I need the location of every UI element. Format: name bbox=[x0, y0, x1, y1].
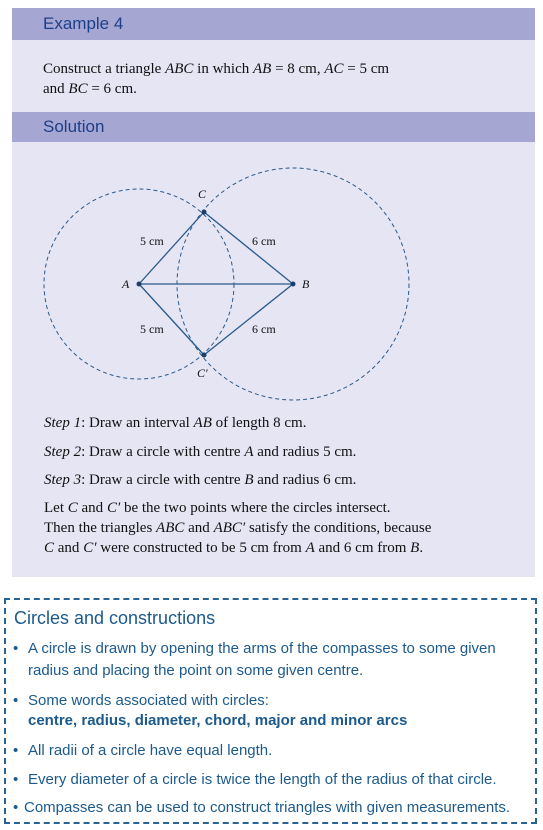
text: : Draw an interval bbox=[81, 415, 194, 431]
bullet-2-keywords: centre, radius, diameter, chord, major and minor arcs bbox=[28, 712, 408, 729]
text: and bbox=[43, 81, 69, 97]
text: = 5 cm bbox=[343, 61, 390, 77]
math: A bbox=[244, 444, 254, 460]
text: and 6 cm from bbox=[314, 540, 411, 556]
point-c-prime bbox=[202, 353, 207, 358]
text: of length 8 cm. bbox=[211, 415, 307, 431]
math: B bbox=[244, 472, 254, 488]
text: and bbox=[54, 540, 84, 556]
label-length-ac-prime: 5 cm bbox=[140, 322, 164, 336]
bullet: • bbox=[13, 640, 19, 657]
step-label: Step 3 bbox=[44, 472, 82, 488]
problem-line-1 bbox=[43, 61, 389, 78]
conclusion-line-1 bbox=[44, 500, 391, 517]
triangle-name: ABC bbox=[165, 61, 194, 77]
math: A bbox=[305, 540, 315, 556]
label-a: A bbox=[122, 277, 130, 291]
text: Then the triangles bbox=[44, 520, 157, 536]
text: Construct a triangle bbox=[43, 61, 166, 77]
step-label: Step 1 bbox=[44, 415, 82, 431]
text: = 6 cm. bbox=[87, 81, 137, 97]
bullet: • bbox=[13, 799, 19, 816]
circles-constructions-box bbox=[4, 598, 537, 824]
math: C bbox=[44, 540, 55, 556]
text: and radius 5 cm. bbox=[253, 444, 357, 460]
bullet: • bbox=[13, 692, 19, 709]
math: ABC bbox=[156, 520, 185, 536]
text: and bbox=[77, 500, 107, 516]
example-header bbox=[12, 8, 535, 40]
point-c bbox=[202, 210, 207, 215]
text: and bbox=[184, 520, 214, 536]
bullet-2-line-1: Some words associated with circles: bbox=[28, 692, 269, 709]
text: satisfy the conditions, because bbox=[245, 520, 432, 536]
construction-diagram bbox=[12, 142, 535, 402]
bullet-1-line-2: radius and placing the point on some given centre. bbox=[28, 662, 364, 679]
math: B bbox=[410, 540, 420, 556]
text: were constructed to be 5 cm from bbox=[96, 540, 306, 556]
bullet-1-line-1: A circle is drawn by opening the arms of the compasses to some given bbox=[28, 640, 496, 657]
text: = 8 cm, bbox=[271, 61, 325, 77]
bullet-3: All radii of a circle have equal length. bbox=[28, 742, 273, 759]
conclusion-line-2 bbox=[44, 520, 431, 537]
bullet: • bbox=[13, 771, 19, 788]
text: in which bbox=[193, 61, 253, 77]
math: ABC′ bbox=[213, 520, 246, 536]
problem-line-2 bbox=[43, 81, 137, 98]
label-c: C bbox=[198, 187, 207, 201]
bullet: • bbox=[13, 742, 19, 759]
point-a bbox=[137, 282, 142, 287]
info-title: Circles and constructions bbox=[14, 608, 216, 628]
solution-header bbox=[12, 112, 535, 142]
text: Let bbox=[44, 500, 68, 516]
example-body bbox=[12, 40, 535, 112]
text: and radius 6 cm. bbox=[253, 472, 357, 488]
label-length-ac: 5 cm bbox=[140, 234, 164, 248]
segment-c-prime-b bbox=[204, 284, 293, 355]
side-ab: AB bbox=[252, 61, 272, 77]
math: AB bbox=[193, 415, 212, 431]
solution-title: Solution bbox=[43, 117, 105, 136]
label-b: B bbox=[302, 277, 310, 291]
side-bc: BC bbox=[68, 81, 88, 97]
text: : Draw a circle with centre bbox=[81, 444, 245, 460]
example-title: Example 4 bbox=[43, 14, 124, 33]
label-length-bc: 6 cm bbox=[252, 234, 276, 248]
point-b bbox=[291, 282, 296, 287]
label-c-prime: C′ bbox=[197, 366, 208, 380]
step-3 bbox=[44, 472, 356, 489]
step-2 bbox=[44, 444, 356, 461]
text: : Draw a circle with centre bbox=[81, 472, 245, 488]
math: C bbox=[67, 500, 78, 516]
math: C′ bbox=[106, 500, 121, 516]
segment-ac bbox=[139, 212, 204, 284]
text: be the two points where the circles intersect. bbox=[120, 500, 391, 516]
step-label: Step 2 bbox=[44, 444, 82, 460]
step-1 bbox=[44, 415, 306, 432]
segment-ac-prime bbox=[139, 284, 204, 355]
solution-body bbox=[12, 142, 535, 577]
segment-cb bbox=[204, 212, 293, 284]
side-ac: AC bbox=[324, 61, 344, 77]
text: . bbox=[419, 540, 424, 556]
bullet-5: Compasses can be used to construct triangles with given measurements. bbox=[24, 799, 511, 816]
bullet-4: Every diameter of a circle is twice the length of the radius of that circle. bbox=[28, 771, 497, 788]
conclusion-line-3 bbox=[44, 540, 423, 557]
label-length-bc-prime: 6 cm bbox=[252, 322, 276, 336]
math: C′ bbox=[83, 540, 97, 556]
